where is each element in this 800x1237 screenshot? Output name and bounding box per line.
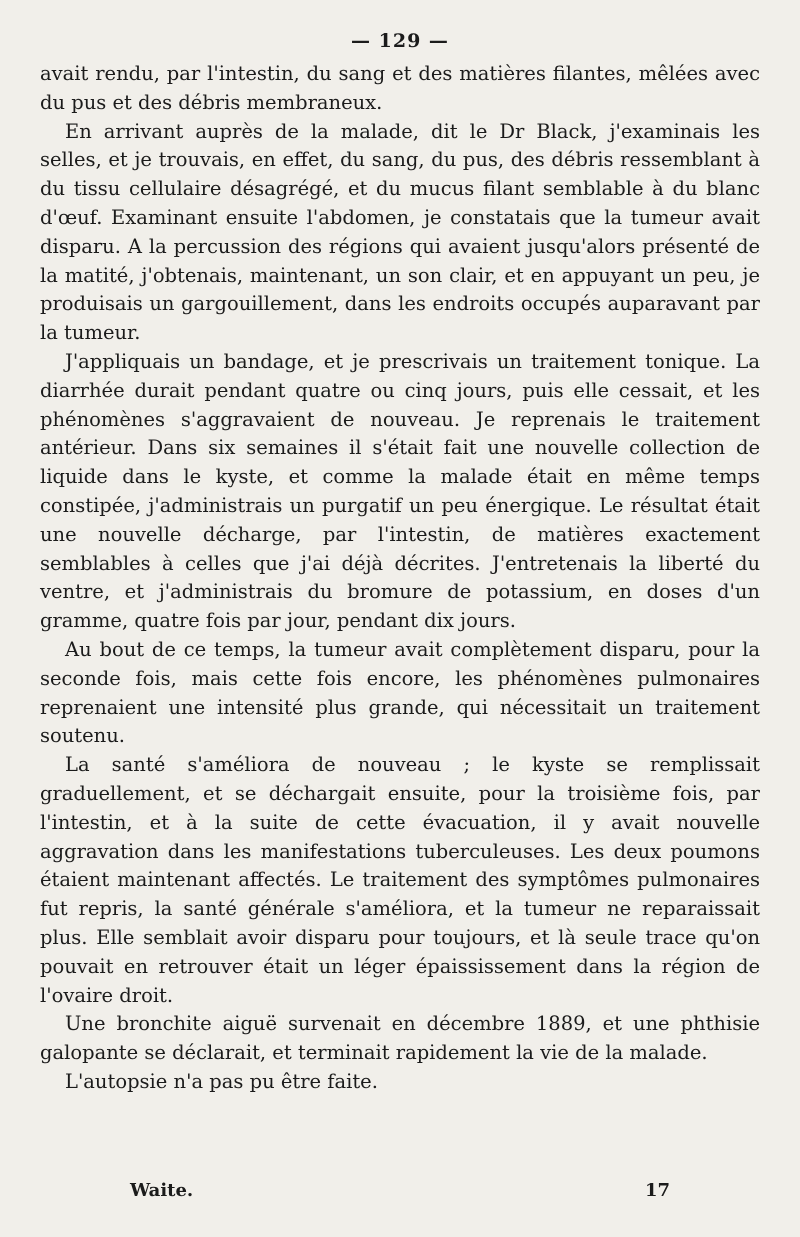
- paragraph-6: Une bronchite aiguë survenait en décembre 1889, et une phthisie galopante se déclarait, et terminait rapidement la vie de la malade.: [40, 1012, 760, 1065]
- page-footer: [0, 1180, 800, 1210]
- signature-mark: Waite.: [130, 1180, 194, 1201]
- page-number: — 129 —: [351, 30, 449, 52]
- paragraph-1: avait rendu, par l'intestin, du sang et des matières filantes, mêlées avec du pus et des débris membraneux.: [40, 62, 760, 114]
- paragraph-2: En arrivant auprès de la malade, dit le Dr Black, j'examinais les selles, et je trouvais, en effet, du sang, du pus, des débris ressemblant à du tissu cellulaire désagrégé, et du mucus filant semblable à du blanc d'œuf. Examinant ensuite l'abdomen, je constatais que la tumeur avait disparu. A la percussion des régions qui avaient jusqu'alors présenté de la matité, j'obtenais, maintenant, un son clair, et en appuyant un peu, je produisais un gargouillement, dans les endroits occupés auparavant par la tumeur.: [40, 119, 760, 345]
- paragraph-7: L'autopsie n'a pas pu être faite.: [65, 1069, 378, 1093]
- sheet-number: 17: [644, 1180, 670, 1201]
- page-body: [40, 60, 760, 1097]
- paragraph-4: Au bout de ce temps, la tumeur avait complètement disparu, pour la seconde fois, mais cette fois encore, les phénomènes pulmonaires reprenaient une intensité plus grande, qui nécessitait un traitement soutenu.: [40, 637, 760, 748]
- paragraph-3: J'appliquais un bandage, et je prescrivais un traitement tonique. La diarrhée durait pendant quatre ou cinq jours, puis elle cessait, et les phénomènes s'aggravaient de nouveau. Je reprenais le traitement antérieur. Dans six semaines il s'était fait une nouvelle collection de liquide dans le kyste, et comme la malade était en même temps constipée, j'administrais un purgatif un peu énergique. Le résultat était une nouvelle décharge, par l'intestin, de matières exactement semblables à celles que j'ai déjà décrites. J'entretenais la liberté du ventre, et j'administrais du bromure de potassium, en doses d'un gramme, quatre fois par jour, pendant dix jours.: [40, 349, 760, 633]
- paragraph-5: La santé s'améliora de nouveau ; le kyste se remplissait graduellement, et se déchargait ensuite, pour la troisième fois, par l'intestin, et à la suite de cette évacuation, il y avait nouvelle aggravation dans les manifestations tuberculeuses. Les deux poumons étaient maintenant affectés. Le traitement des symptômes pulmonaires fut repris, la santé générale s'améliora, et la tumeur ne reparaissait plus. Elle semblait avoir disparu pour toujours, et là seule trace qu'on pouvait en retrouver était un léger épaississement dans la région de l'ovaire droit.: [40, 753, 760, 1007]
